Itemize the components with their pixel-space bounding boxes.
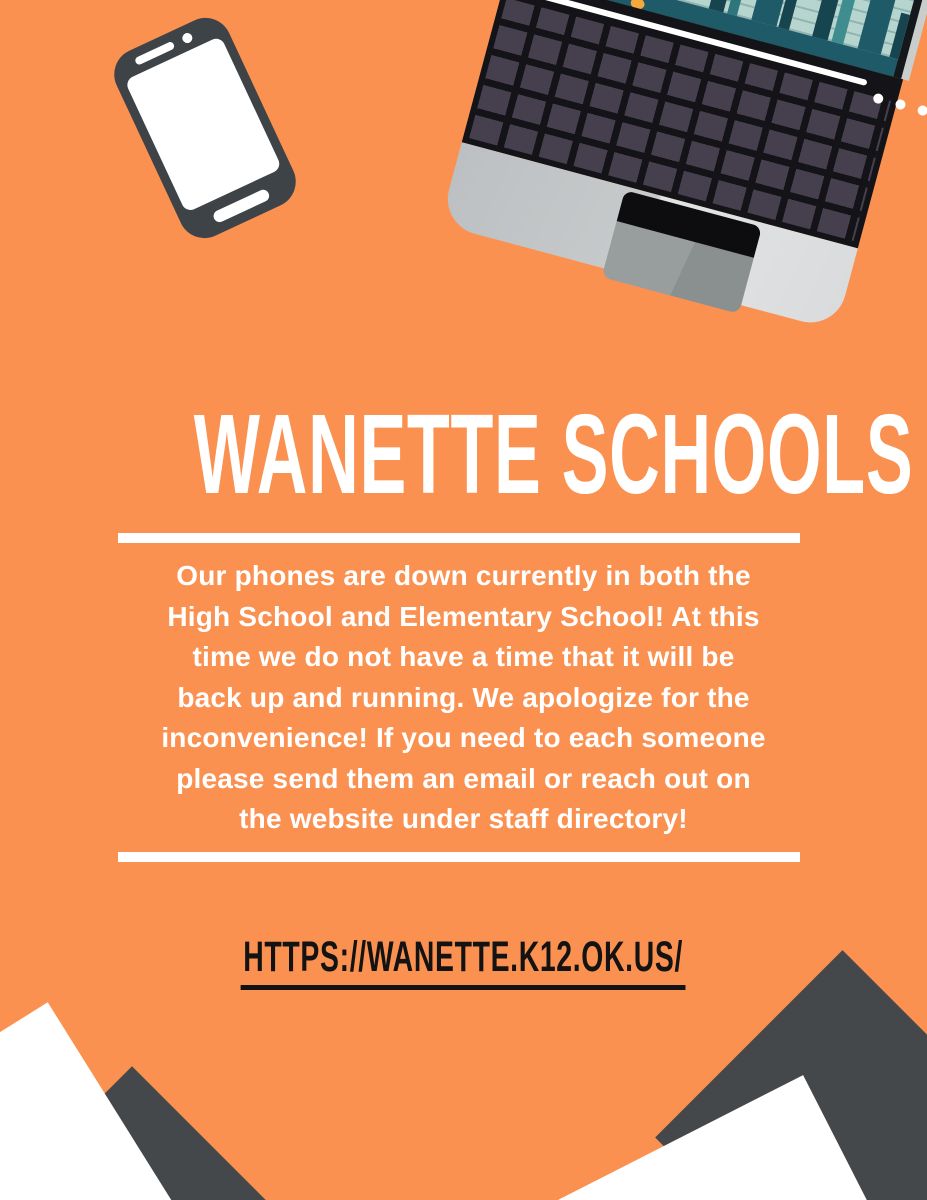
- announcement-line: inconvenience! If you need to each someone: [161, 722, 766, 753]
- announcement-line: back up and running. We apologize for the: [177, 681, 750, 713]
- screen-bar: [727, 0, 750, 16]
- announcement-text: [0, 556, 927, 840]
- announcement-line: please send them an email or reach out on: [176, 762, 751, 794]
- announcement-line: time we do not have a time that it will be: [192, 641, 735, 672]
- announcement-line: Our phones are down currently in both the: [176, 560, 751, 591]
- website-link-row: [0, 933, 927, 990]
- announcement-line: High School and Elementary School! At this: [167, 600, 760, 632]
- laptop-icon: [440, 0, 927, 330]
- poster-title: WANETTE SCHOOLS: [193, 389, 914, 517]
- website-link[interactable]: HTTPS://WANETTE.K12.OK.US/: [241, 933, 686, 990]
- laptop-indicator-dot: [917, 104, 927, 116]
- phone-screen: [124, 36, 282, 213]
- phone-camera-dot: [181, 31, 194, 44]
- laptop-indicator-dot: [894, 98, 906, 110]
- smartphone-icon: [106, 9, 305, 246]
- announcement-line: the website under staff directory!: [239, 803, 688, 834]
- divider-rule-top: [118, 533, 800, 543]
- divider-rule-bottom: [118, 852, 800, 862]
